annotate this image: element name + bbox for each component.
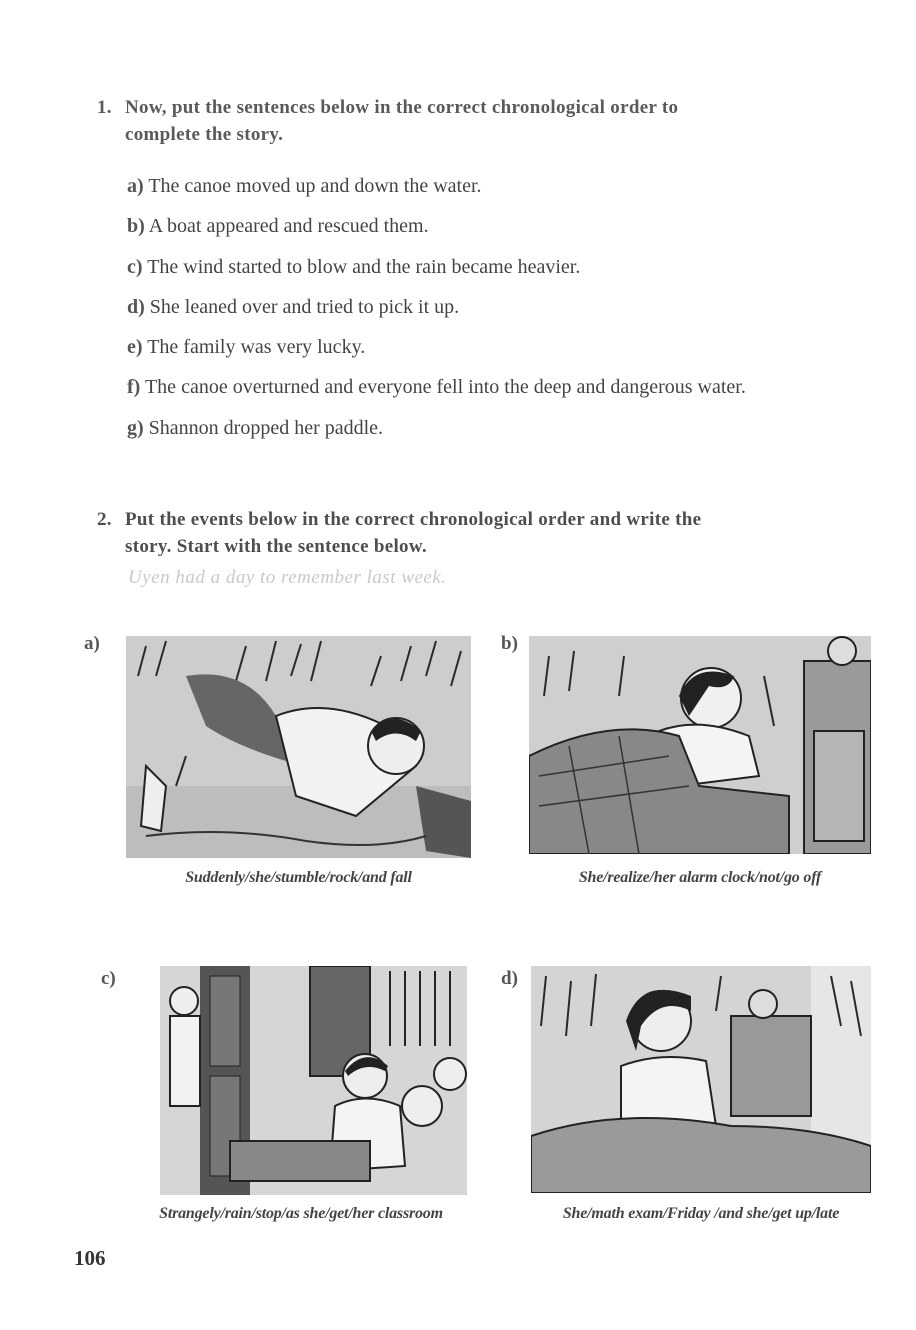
item-text: The family was very lucky. <box>147 336 366 359</box>
picture-b-caption: She/realize/her alarm clock/not/go off <box>578 869 822 886</box>
picture-girl-yawning-in-bed <box>531 966 871 1193</box>
page-number: 106 <box>74 1246 106 1270</box>
exercise-2-number: 2. <box>97 509 112 530</box>
picture-girl-stumbling-in-rain <box>126 636 471 858</box>
picture-d-letter: d) <box>501 968 518 989</box>
item-letter: a) <box>127 175 144 197</box>
sentence-item <box>127 212 887 252</box>
picture-b-letter: b) <box>501 633 518 654</box>
exercise-1-number: 1. <box>97 97 112 118</box>
picture-d-caption: She/math exam/Friday /and she/get up/late <box>562 1205 840 1222</box>
item-text: A boat appeared and rescued them. <box>148 215 429 238</box>
sentence-item <box>127 373 887 413</box>
exercise-1-line-1: Now, put the sentences below in the correct chronological order to <box>125 97 679 118</box>
item-text: She leaned over and tried to pick it up. <box>149 295 460 318</box>
item-letter: g) <box>127 416 144 439</box>
item-text: The canoe overturned and everyone fell into the deep and dangerous water. <box>144 376 746 399</box>
sentence-item <box>127 414 887 454</box>
item-text: The canoe moved up and down the water. <box>148 175 482 197</box>
item-text: Shannon dropped her paddle. <box>148 416 384 439</box>
picture-a-letter: a) <box>84 633 100 654</box>
sentence-list <box>127 172 887 454</box>
sentence-item <box>127 293 887 333</box>
sentence-item <box>127 333 887 373</box>
exercise-2-line-1: Put the events below in the correct chronological order and write the <box>125 509 702 530</box>
exercise-1-line-2: complete the story. <box>125 124 284 145</box>
story-starter-sentence: Uyen had a day to remember last week. <box>128 567 447 588</box>
exercise-2-line-2: story. Start with the sentence below. <box>125 536 427 557</box>
item-letter: f) <box>127 376 141 399</box>
item-letter: e) <box>127 336 143 359</box>
exercise-1-instruction <box>97 94 867 148</box>
item-letter: b) <box>127 215 145 238</box>
exercise-2-instruction <box>97 506 867 560</box>
sentence-item <box>127 253 887 293</box>
picture-c-caption: Strangely/rain/stop/as she/get/her classroom <box>159 1205 443 1222</box>
picture-a-caption: Suddenly/she/stumble/rock/and fall <box>185 869 412 886</box>
picture-girl-arriving-classroom <box>160 966 467 1195</box>
item-letter: c) <box>127 255 143 278</box>
picture-c-letter: c) <box>101 968 116 989</box>
sentence-item <box>127 172 887 212</box>
picture-girl-waking-in-bed <box>529 636 871 854</box>
item-text: The wind started to blow and the rain became heavier. <box>147 255 581 278</box>
item-letter: d) <box>127 295 145 318</box>
